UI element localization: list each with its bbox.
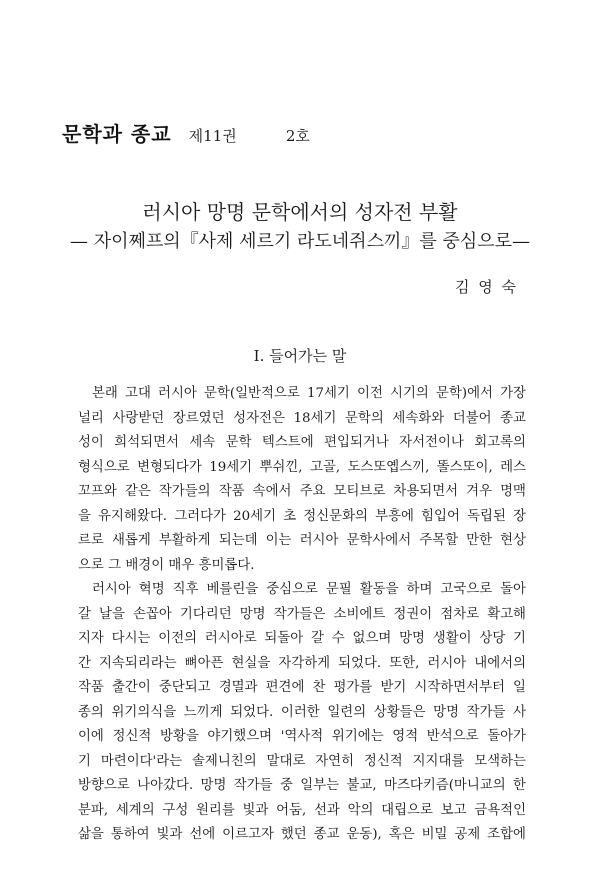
text-line: 을 유지해왔다. 그러다가 20세기 초 정신문화의 부흥에 힘입어 독립된 장 — [78, 508, 526, 524]
journal-name: 문학과 종교 — [62, 122, 172, 146]
text-line: 널리 사랑받던 장르였던 성자전은 18세기 문학의 세속화와 더불어 종교 — [78, 410, 526, 426]
paragraph — [78, 578, 526, 848]
text-line: 르로 새롭게 부활하게 되는데 이는 러시아 문학사에서 주목할 만한 현상 — [78, 533, 526, 548]
body-text — [78, 382, 526, 848]
author-name: 김 영 숙 — [454, 278, 518, 296]
text-line: 방향으로 나아갔다. 망명 작가들 중 일부는 불교, 마즈다키즘(마니교의 한 — [78, 778, 526, 793]
journal-volume: 제11권 — [188, 127, 237, 145]
text-line: 형식으로 변형되다가 19세기 뿌쉬낀, 고골, 도스또옙스끼, 똘스또이, 레스 — [78, 459, 526, 475]
section-heading: I. 들어가는 말 — [253, 347, 347, 365]
text-line: 삶을 통하여 빛과 선에 이르고자 했던 종교 운동), 혹은 비밀 공제 조합에 — [78, 827, 526, 842]
text-line: 분파, 세계의 구성 원리를 빛과 어둠, 선과 악의 대립으로 보고 금욕적인 — [78, 802, 526, 818]
text-line: 지자 다시는 이전의 러시아로 되돌아 갈 수 없으며 망명 생활이 상당 기 — [78, 631, 526, 646]
text-line: 성이 희석되면서 세속 문학 텍스트에 편입되거나 자서전이나 회고록의 — [78, 435, 526, 450]
text-line: 본래 고대 러시아 문학(일반적으로 17세기 이전 시기의 문학)에서 가장 — [92, 386, 526, 401]
article-subtitle: — 자이쩨프의『사제 세르기 라도네쥐스끼』를 중심으로— — [69, 231, 531, 252]
text-line: 작품 출간이 중단되고 경멸과 편견에 찬 평가를 받기 시작하면서부터 일 — [78, 680, 526, 695]
text-line: 러시아 혁명 직후 베를린을 중심으로 문필 활동을 하며 고국으로 돌아 — [92, 582, 526, 597]
text-line: 간 지속되리라는 뼈아픈 현실을 자각하게 되었다. 또한, 러시아 내에서의 — [78, 655, 526, 671]
text-line: 갈 날을 손꼽아 기다리던 망명 작가들은 소비에트 정권이 점차로 확고해 — [78, 606, 526, 622]
journal-header — [62, 124, 310, 144]
text-line: 종의 위기의식을 느끼게 되었다. 이러한 일련의 상황들은 망명 작가들 사 — [78, 704, 526, 720]
paragraph — [78, 382, 526, 578]
text-line: 꼬프와 같은 작가들의 작품 속에서 주요 모티브로 차용되면서 겨우 명맥 — [78, 484, 526, 499]
text-line: 기 마련이다'라는 솔제니친의 말대로 자연히 정신적 지지대를 모색하는 — [78, 753, 526, 769]
article-title: 러시아 망명 문학에서의 성자전 부활 — [142, 200, 458, 224]
text-line: 으로 그 배경이 매우 흥미롭다. — [78, 557, 255, 573]
text-line: 이에 정신적 방황을 야기했으며 '역사적 위기에는 영적 반석으로 돌아가 — [78, 729, 526, 744]
journal-issue: 2호 — [285, 127, 310, 145]
